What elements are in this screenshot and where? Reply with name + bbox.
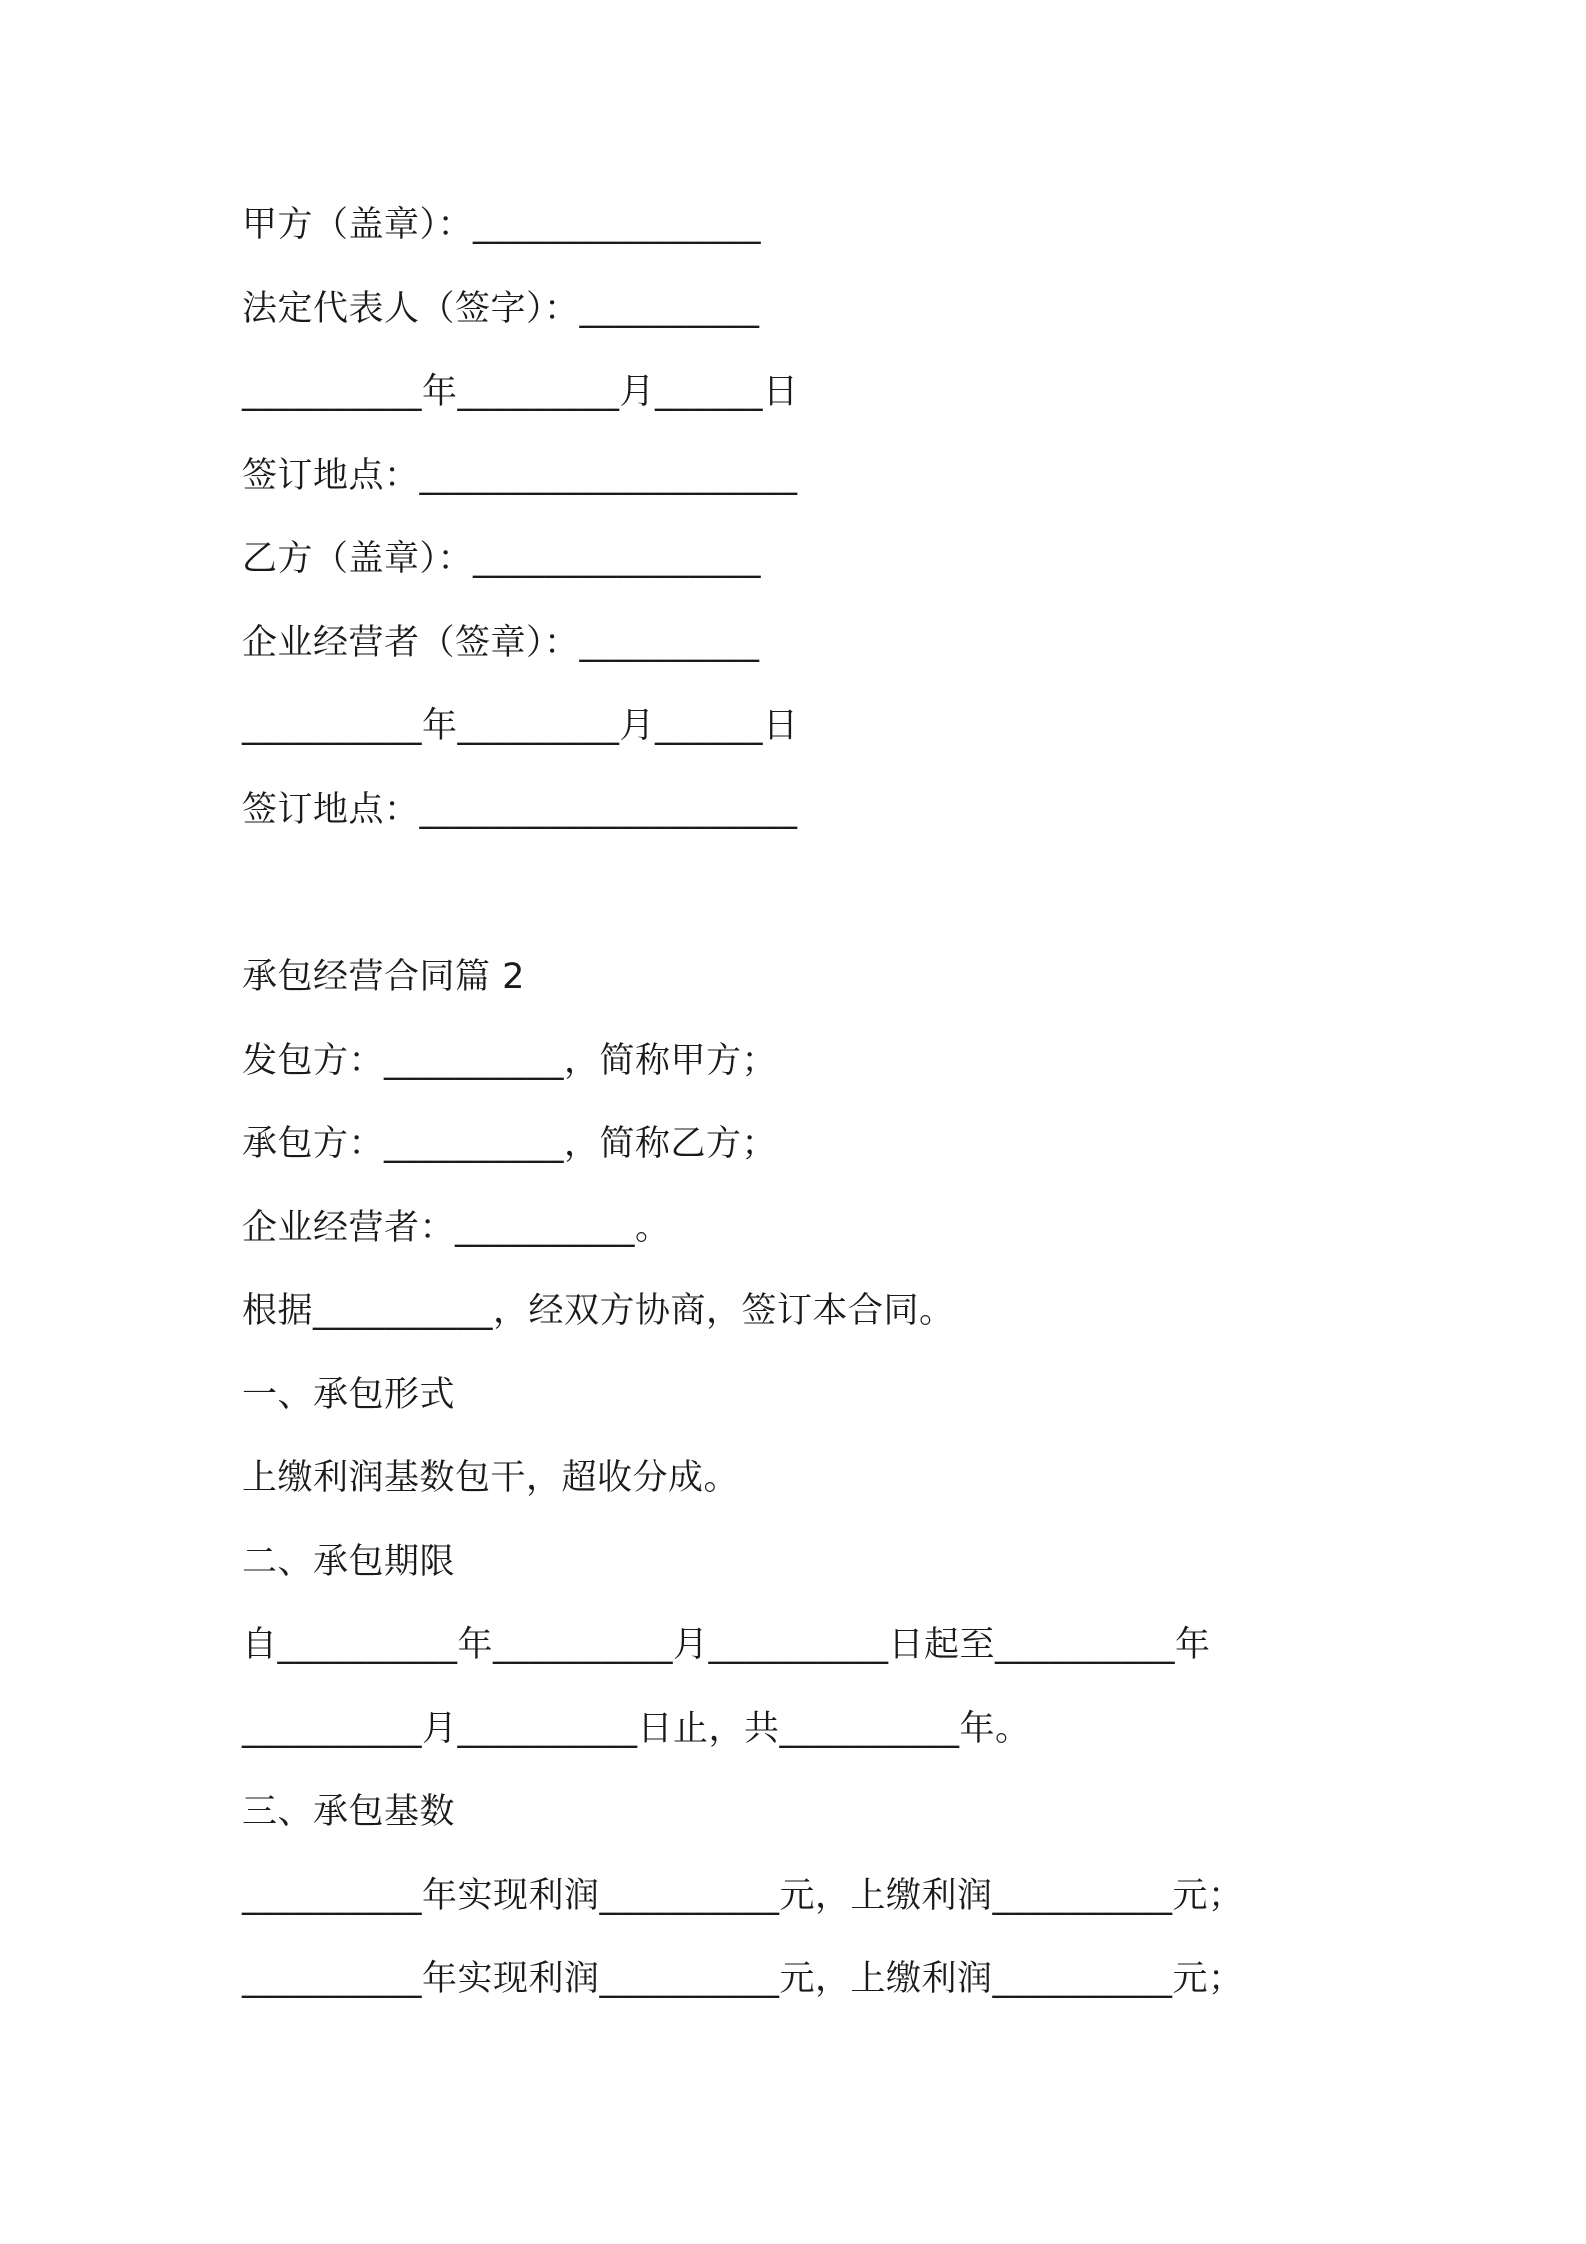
section-text: 上缴利润基数包干，超收分成。 bbox=[242, 1458, 740, 1498]
contractor-line: 承包方：__________，简称乙方； bbox=[242, 1124, 778, 1164]
section-heading: 三、承包基数 bbox=[242, 1792, 456, 1832]
base-line: __________年实现利润__________元，上缴利润__________元； bbox=[242, 1875, 1244, 1916]
signing-place-line: 签订地点：_____________________ bbox=[242, 455, 798, 496]
base-line: __________年实现利润__________元，上缴利润__________元； bbox=[242, 1959, 1244, 1999]
term-line: 自__________年__________月__________日起至__________年 bbox=[242, 1625, 1211, 1665]
operator-seal-line: 企业经营者（签章）：__________ bbox=[242, 622, 760, 663]
party-b-seal-line: 乙方（盖章）：________________ bbox=[242, 539, 762, 579]
contract-title: 承包经营合同篇 2 bbox=[242, 957, 525, 997]
operator-line: 企业经营者：__________。 bbox=[242, 1207, 671, 1248]
section-heading: 一、承包形式 bbox=[242, 1374, 456, 1415]
issuer-line: 发包方：__________，简称甲方； bbox=[242, 1040, 778, 1081]
basis-line: 根据__________，经双方协商，签订本合同。 bbox=[242, 1291, 955, 1331]
party-a-seal-line: 甲方（盖章）：________________ bbox=[242, 205, 762, 245]
section-heading: 二、承包期限 bbox=[242, 1541, 456, 1582]
term-line: __________月__________日止，共__________年。 bbox=[242, 1708, 1031, 1749]
document-body bbox=[242, 200, 1392, 2038]
signing-place-line: 签订地点：_____________________ bbox=[242, 789, 798, 830]
date-line: __________年_________月______日 bbox=[242, 372, 799, 412]
date-line: __________年_________月______日 bbox=[242, 706, 799, 746]
legal-rep-sign-line: 法定代表人（签字）：__________ bbox=[242, 288, 760, 329]
section-spacer bbox=[242, 868, 1392, 952]
